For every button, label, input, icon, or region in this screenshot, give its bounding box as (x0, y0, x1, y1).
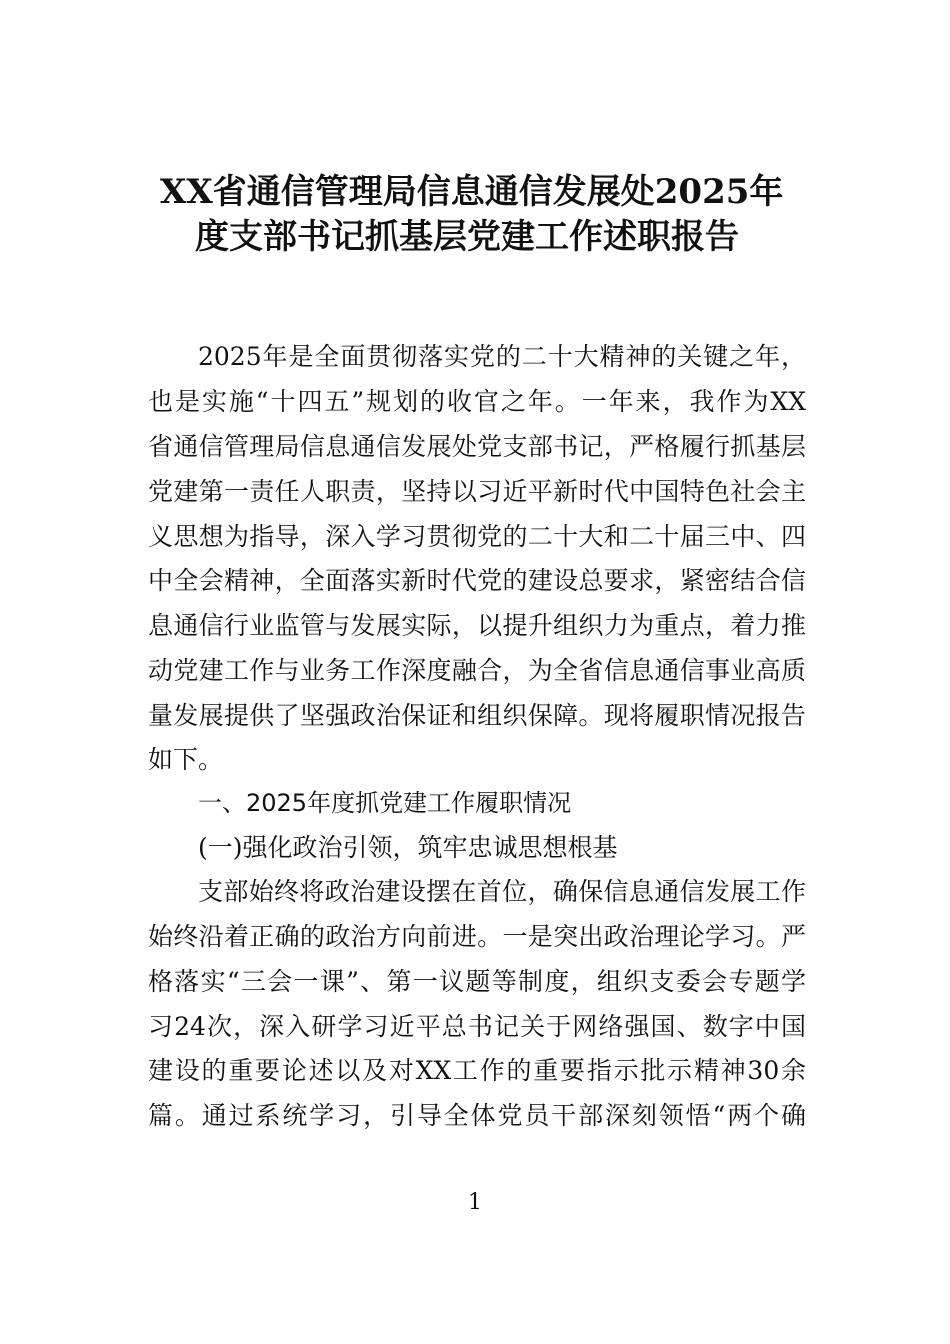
intro-line: 也是实施“十四五”规划的收官之年。一年来，我作为XX (148, 387, 806, 416)
document-title-line-2: 度支部书记抓基层党建工作述职报告 (195, 217, 739, 257)
intro-line: 义思想为指导，深入学习贯彻党的二十大和二十届三中、四 (148, 522, 806, 551)
intro-line: 2025年是全面贯彻落实党的二十大精神的关键之年， (198, 342, 806, 371)
intro-line: 党建第一责任人职责，坚持以习近平新时代中国特色社会主 (148, 477, 806, 506)
intro-line: 如下。 (148, 745, 224, 774)
intro-line: 息通信行业监管与发展实际，以提升组织力为重点，着力推 (148, 611, 806, 640)
intro-line: 动党建工作与业务工作深度融合，为全省信息通信事业高质 (148, 656, 806, 685)
body-line: 篇。通过系统学习，引导全体党员干部深刻领悟“两个确 (148, 1101, 806, 1130)
intro-line: 省通信管理局信息通信发展处党支部书记，严格履行抓基层 (148, 432, 806, 461)
intro-line: 中全会精神，全面落实新时代党的建设总要求，紧密结合信 (148, 566, 806, 595)
page-number: 1 (468, 1190, 482, 1215)
body-line: 始终沿着正确的政治方向前进。一是突出政治理论学习。严 (148, 922, 806, 951)
intro-line: 量发展提供了坚强政治保证和组织保障。现将履职情况报告 (148, 701, 806, 730)
body-line: 建设的重要论述以及对XX工作的重要指示批示精神30余 (148, 1056, 806, 1085)
body-line: 支部始终将政治建设摆在首位，确保信息通信发展工作 (198, 877, 806, 906)
body-line: 习24次，深入研学习近平总书记关于网络强国、数字中国 (148, 1012, 806, 1041)
body-line: 格落实“三会一课”、第一议题等制度，组织支委会专题学 (148, 967, 806, 996)
document-title-line-1: XX省通信管理局信息通信发展处2025年 (160, 172, 784, 212)
subsection-heading: (一)强化政治引领，筑牢忠诚思想根基 (198, 833, 618, 862)
section-heading: 一、2025年度抓党建工作履职情况 (198, 789, 572, 817)
